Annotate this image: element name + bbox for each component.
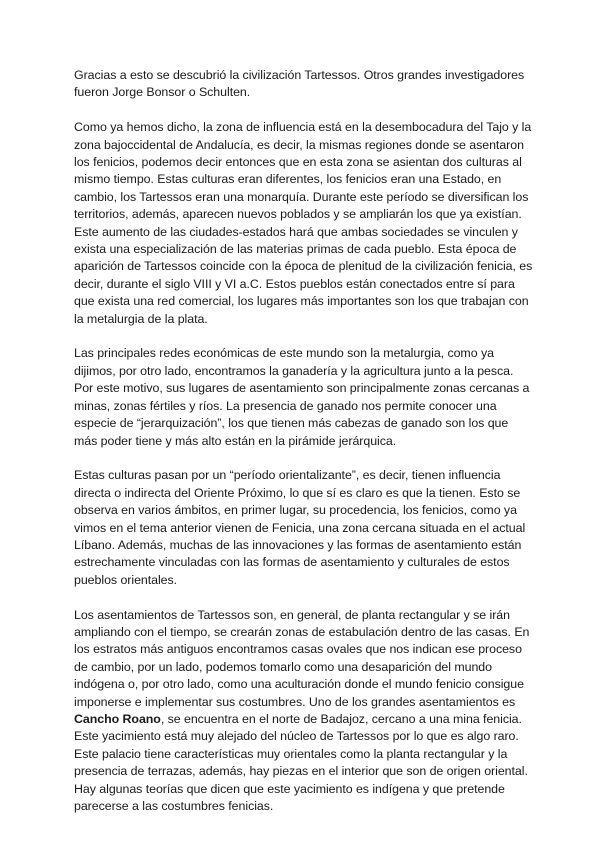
cancho-roano-bold: Cancho Roano <box>74 711 161 726</box>
paragraph-intro: Gracias a esto se descubrió la civilización Tartessos. Otros grandes investigadores fueron Jorge Bonsor o Schulten. <box>74 68 525 100</box>
paragraph-periodo-orientalizante: Estas culturas pasan por un “período orientalizante”, es decir, tienen influencia directa o indirecta del Oriente Próximo, lo que sí es claro es que la tienen. Esto se observa en varios ámbitos, en primer lugar, su procedencia, los fenicios, como ya vimos en el tema anterior vienen de Fenicia, una zona cercana situada en el actual Líbano. Además, muchas de las innovaciones y las formas de asentamiento están estrechamente vinculadas con las formas de asentamiento y culturales de estos pueblos orientales. <box>74 468 526 587</box>
paragraph-redes-economicas: Las principales redes económicas de este mundo son la metalurgia, como ya dijimos, por otro lado, encontramos la ganadería y la agricultura junto a la pesca. Por este motivo, sus lugares de asentamiento son principalmente zonas cercanas a minas, zonas fértiles y ríos. La presencia de ganado nos permite conocer una especie de “jerarquización”, los que tienen más cabezas de ganado son los que más poder tiene y más alto están en la pirámide jerárquica. <box>74 346 530 448</box>
paragraph-asentamientos <box>74 607 534 816</box>
paragraph-asentamientos-text-start: Los asentamientos de Tartessos son, en general, de planta rectangular y se irán ampliando con el tiempo, se crearán zonas de estabulación dentro de las casas. En los estratos más antiguos encontramos casas ovales que nos indican ese proceso de cambio, por un lado, podemos tomarlo como una desaparición del mundo indógena o, por otro lado, como una aculturación donde el mundo fenicio consigue imponerse e implementar sus costumbres. Uno de los grandes asentamientos es <box>74 607 530 709</box>
paragraph-zona-influencia: Como ya hemos dicho, la zona de influencia está en la desembocadura del Tajo y la zona bajoccidental de Andalucía, es decir, la mismas regiones donde se asentaron los fenicios, podemos decir entonces que en esta zona se asientan dos culturas al mismo tiempo. Estas culturas eran diferentes, los fenicios eran una Estado, en cambio, los Tartessos eran una monarquía. Durante este período se diversifican los territorios, además, aparecen nuevos poblados y se ampliarán los que ya existían. Este aumento de las ciudades-estados hará que ambas sociedades se vinculen y exista una especialización de las materias primas de cada pueblo. Esta época de aparición de Tartessos coincide con la época de plenitud de la civilización fenicia, es decir, durante el siglo VIII y VI a.C. Estos pueblos están conectados entre sí para que exista una red comercial, los lugares más importantes son los que trabajan con la metalurgia de la plata. <box>74 120 533 326</box>
paragraph-asentamientos-text-end: , se encuentra en el norte de Badajoz, cercano a una mina fenicia. Este yacimiento está muy alejado del núcleo de Tartessos por lo que es algo raro. Este palacio tiene características muy orientales como la planta rectangular y la presencia de terrazas, además, hay piezas en el interior que son de origen oriental. Hay algunas teorías que dicen que este yacimiento es indígena y que pretende parecerse a las costumbres fenicias. <box>74 711 528 813</box>
document-page <box>74 67 534 833</box>
